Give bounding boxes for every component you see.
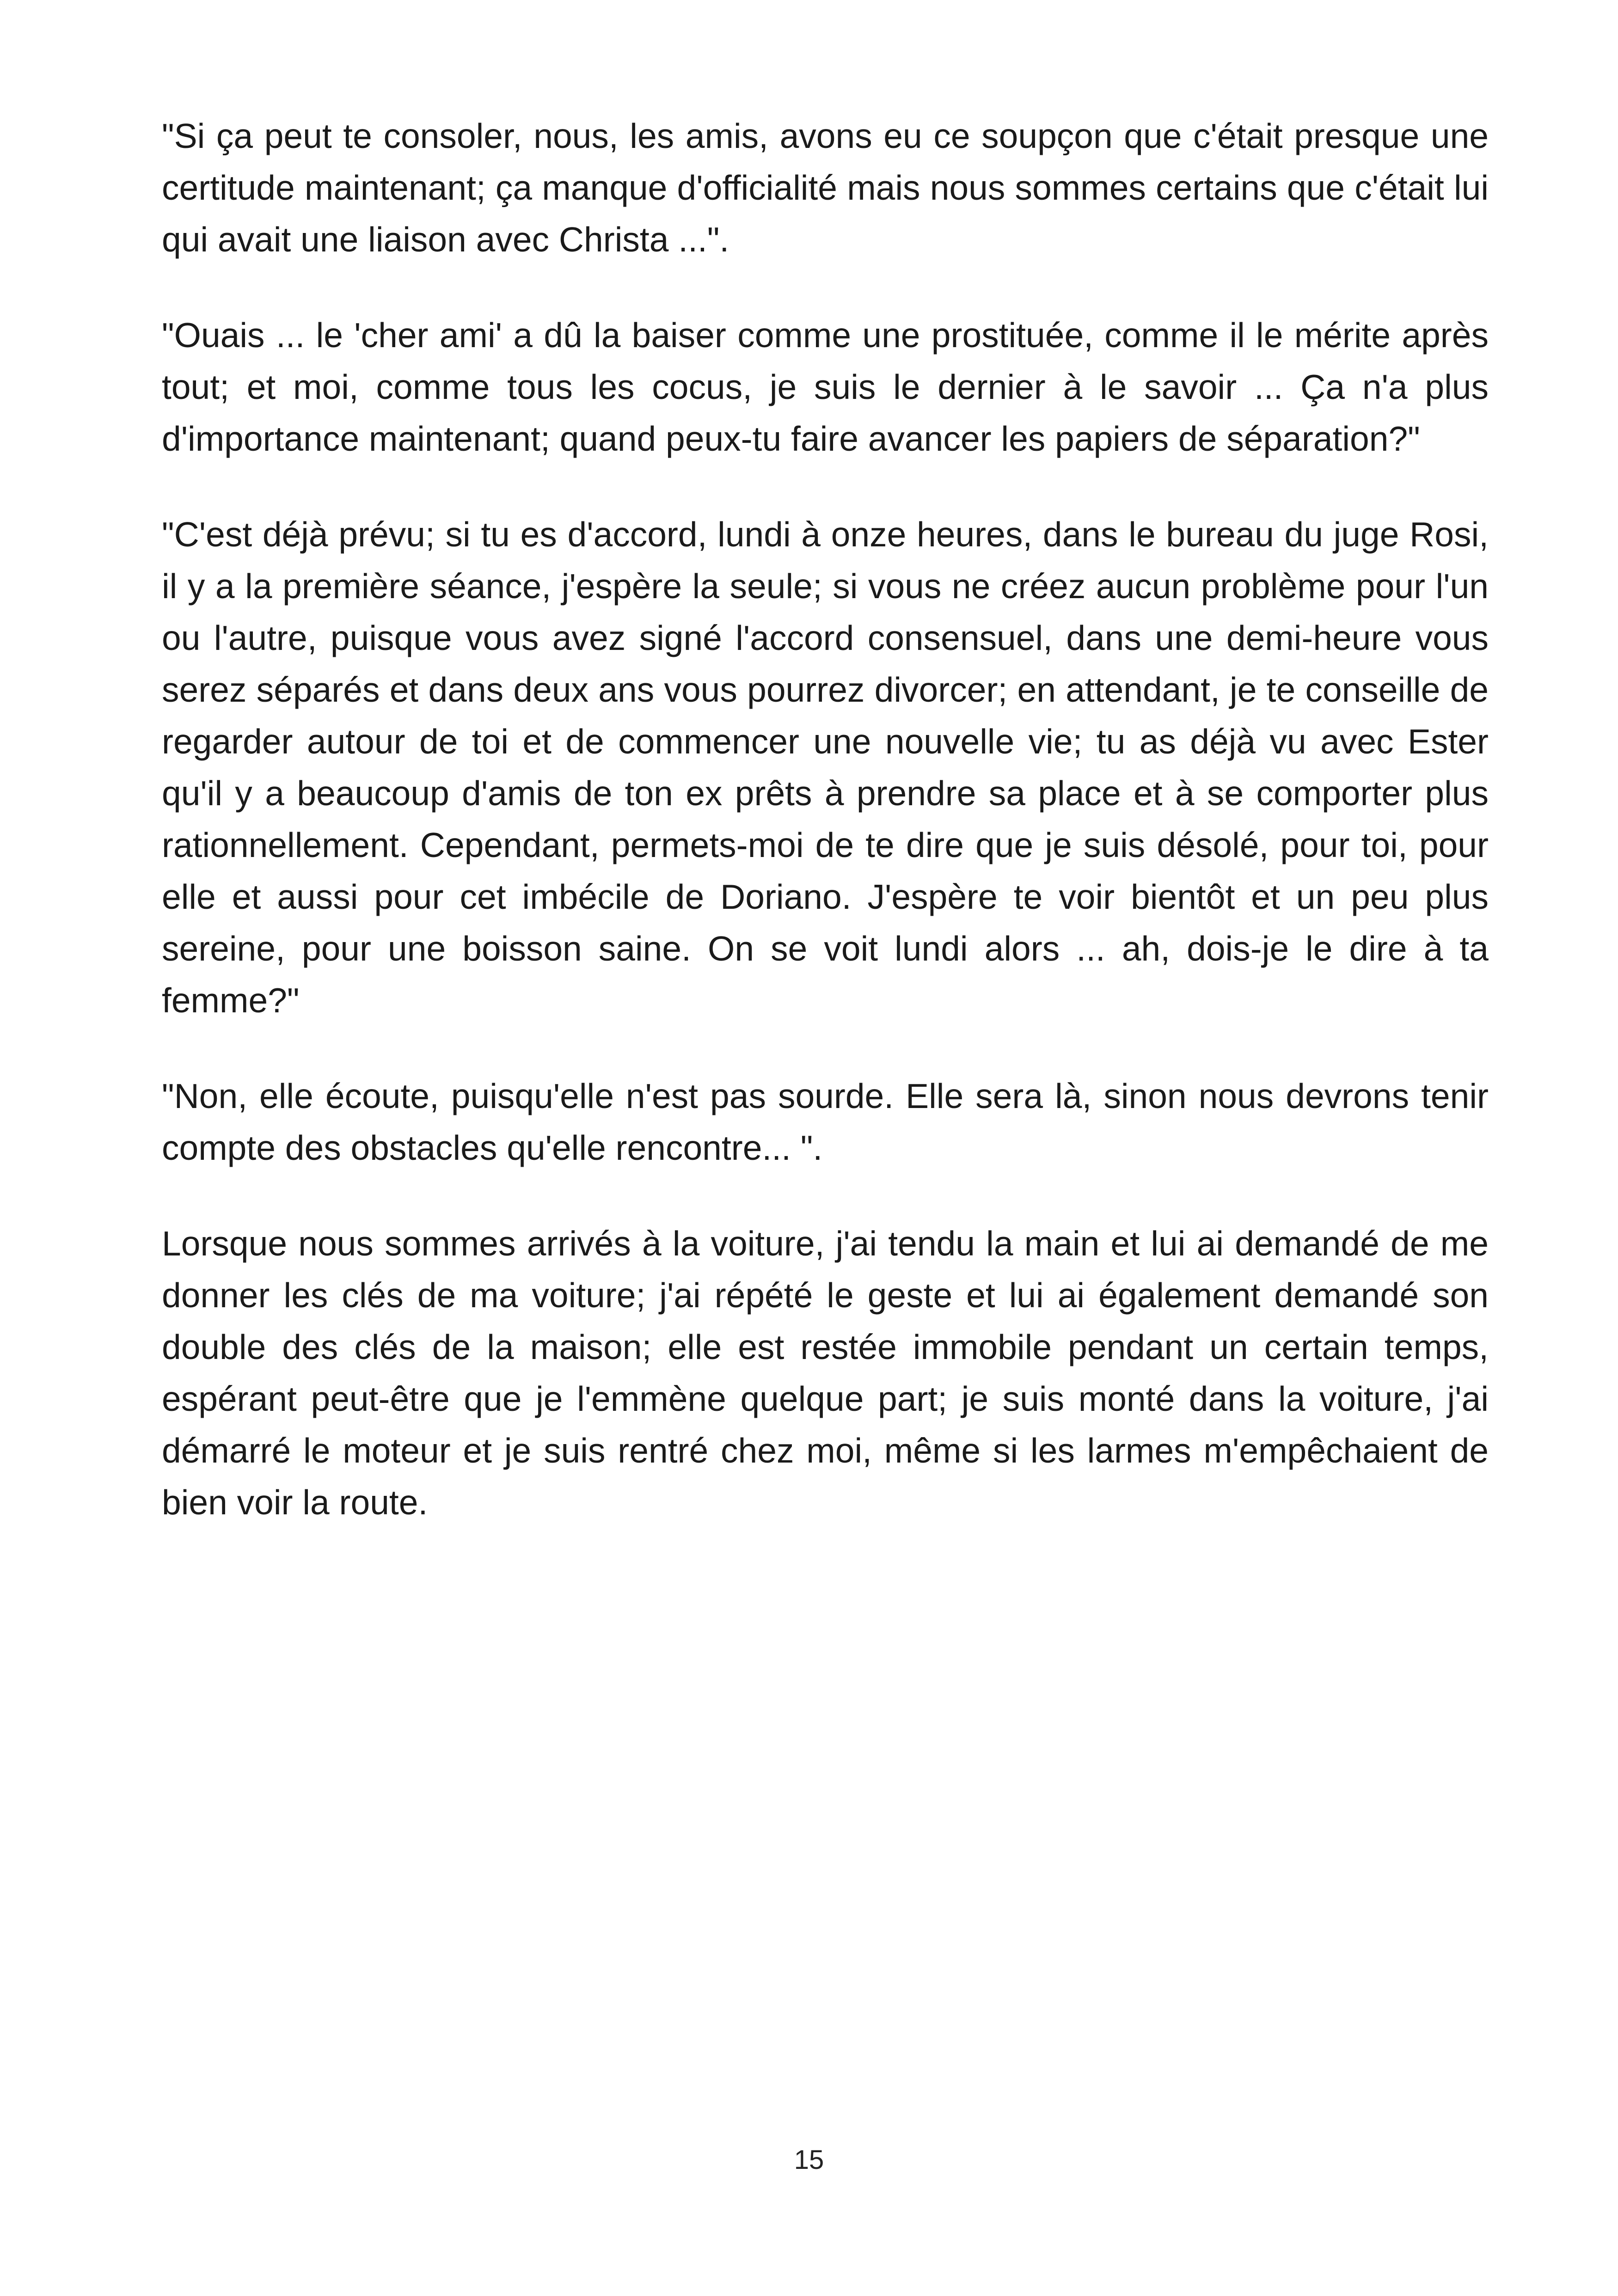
paragraph-3: "C'est déjà prévu; si tu es d'accord, lundi à onze heures, dans le bureau du juge Rosi, il y a la première séance, j'espère la seule; si vous ne créez aucun problème pour l'un ou l'autre, puisque vous avez signé l'accord consensuel, dans une demi-heure vous serez séparés et dans deux ans vous pourrez divorcer; en attendant, je te conseille de regarder autour de toi et de commencer une nouvelle vie; tu as déjà vu avec Ester qu'il y a beaucoup d'amis de ton ex prêts à prendre sa place et à se comporter plus rationnellement. Cependant, permets-moi de te dire que je suis désolé, pour toi, pour elle et aussi pour cet imbécile de Doriano. J'espère te voir bientôt et un peu plus sereine, pour une boisson saine. On se voit lundi alors ... ah, dois-je le dire à ta femme?" [162,515,1489,1020]
paragraph-4: "Non, elle écoute, puisqu'elle n'est pas sourde. Elle sera là, sinon nous devrons tenir compte des obstacles qu'elle rencontre... ". [162,1077,1489,1167]
page-number: 15 [794,2145,824,2175]
paragraph-2: "Ouais ... le 'cher ami' a dû la baiser comme une prostituée, comme il le mérite après tout; et moi, comme tous les cocus, je suis le dernier à le savoir ... Ça n'a plus d'importance maintenant; quand peux-tu faire avancer les papiers de séparation?" [162,316,1489,458]
body-text [162,110,1489,1572]
paragraph-5: Lorsque nous sommes arrivés à la voiture, j'ai tendu la main et lui ai demandé de me donner les clés de ma voiture; j'ai répété le geste et lui ai également demandé son double des clés de la maison; elle est restée immobile pendant un certain temps, espérant peut-être que je l'emmène quelque part; je suis monté dans la voiture, j'ai démarré le moteur et je suis rentré chez moi, même si les larmes m'empêchaient de bien voir la route. [162,1224,1489,1522]
paragraph-1: "Si ça peut te consoler, nous, les amis, avons eu ce soupçon que c'était presque une certitude maintenant; ça manque d'officialité mais nous sommes certains que c'était lui qui avait une liaison avec Christa ...". [162,116,1489,259]
